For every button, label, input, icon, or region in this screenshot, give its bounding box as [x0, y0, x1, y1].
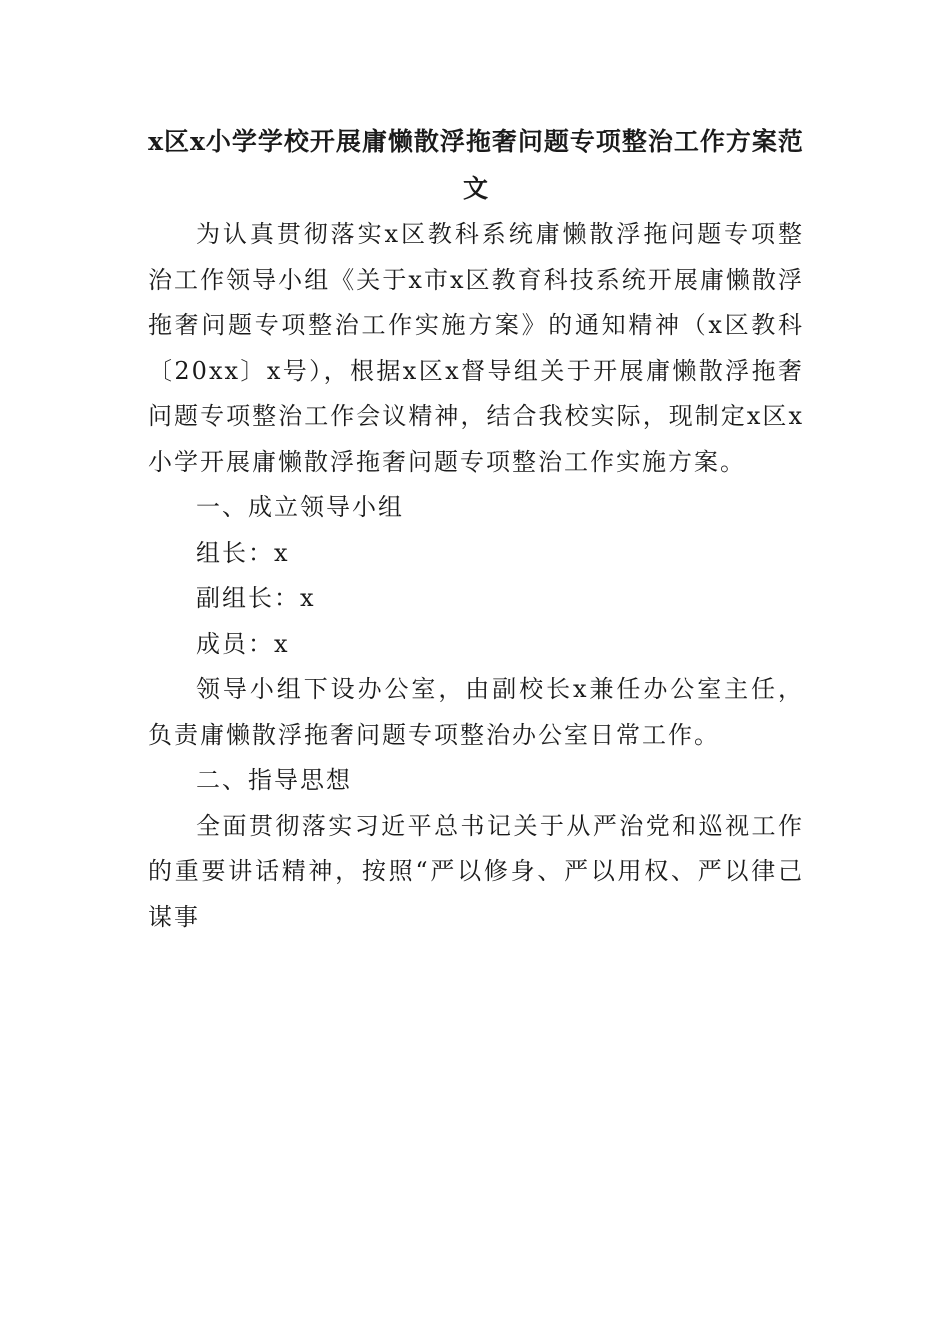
section-heading-leadership-group: 一、成立领导小组 [196, 493, 404, 521]
intro-paragraph: 为认真贯彻落实x区教科系统庸懒散浮拖问题专项整治工作领导小组《关于x市x区教育科技系统开展庸懒散浮拖奢问题专项整治工作实施方案》的通知精神（x区教科〔20xx〕x号），根据x区x督导组关于开展庸懒散浮拖奢问题专项整治工作会议精神，结合我校实际，现制定x区x小学开展庸懒散浮拖奢问题专项整治工作实施方案。 [148, 220, 804, 476]
document-title: x区x小学学校开展庸懒散浮拖奢问题专项整治工作方案范文 [148, 127, 804, 203]
office-paragraph: 领导小组下设办公室，由副校长x兼任办公室主任，负责庸懒散浮拖奢问题专项整治办公室日常工作。 [148, 675, 804, 749]
section-heading-guiding-ideology: 二、指导思想 [196, 766, 352, 794]
document-page [148, 118, 804, 940]
deputy-leader-line: 副组长：x [196, 584, 316, 612]
members-line: 成员：x [196, 629, 290, 658]
guiding-ideology-paragraph: 全面贯彻落实习近平总书记关于从严治党和巡视工作的重要讲话精神，按照“严以修身、严以用权、严以律己谋事 [148, 811, 804, 931]
group-leader-line: 组长：x [196, 538, 290, 567]
